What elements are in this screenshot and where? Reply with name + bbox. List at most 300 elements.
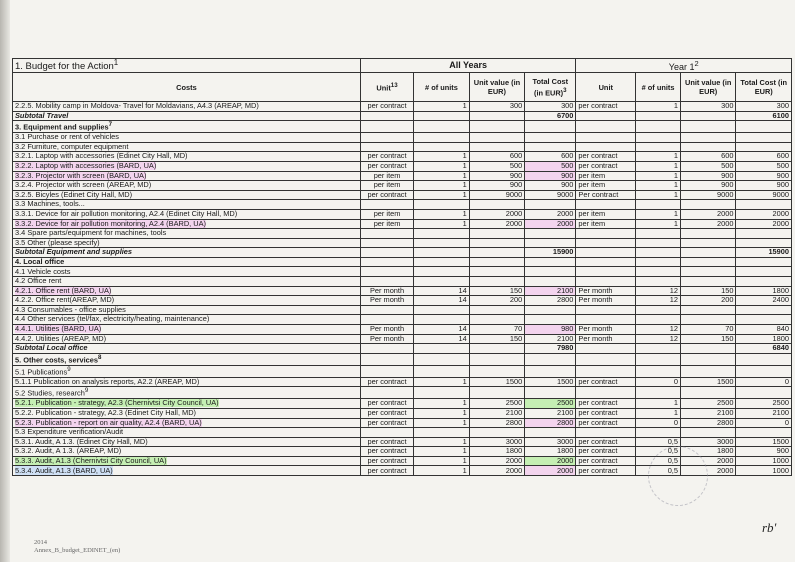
cell-uv: 2000: [469, 219, 524, 229]
row-label: 3.5 Other (please specify): [15, 238, 100, 247]
cell-label: [13, 418, 361, 428]
row-label: Subtotal Travel: [15, 111, 69, 120]
cell-uv1: 200: [680, 296, 735, 306]
cell-tc1: [736, 387, 792, 399]
cell-n: [414, 365, 469, 377]
row-label: 5.2.2. Publication - strategy, A2.3 (Edinet City Hall, MD): [15, 408, 197, 417]
cell-n1: [636, 428, 681, 438]
cell-unit1: Per contract: [576, 190, 636, 200]
budget-row: [13, 315, 792, 325]
cell-uv: [469, 229, 524, 239]
cell-tc1: [736, 238, 792, 248]
cell-label: [13, 133, 361, 143]
cell-unit: per contract: [360, 399, 413, 409]
row-footnote: 9: [67, 365, 71, 373]
cell-unit1: per contract: [576, 408, 636, 418]
cell-unit: [360, 229, 413, 239]
cell-tc: 2000: [525, 456, 576, 466]
cell-unit: per contract: [360, 161, 413, 171]
cell-n1: [636, 257, 681, 267]
cell-unit: [360, 111, 413, 121]
budget-row: [13, 219, 792, 229]
cell-uv: [469, 387, 524, 399]
unit-y1-header: Unit: [576, 73, 636, 102]
cell-uv1: 3000: [680, 437, 735, 447]
cell-uv1: 900: [680, 171, 735, 181]
cell-unit: [360, 305, 413, 315]
budget-title-cell: [13, 59, 361, 73]
row-label: 4.4.2. Utilities (AREAP, MD): [15, 334, 107, 343]
cell-n: 1: [414, 418, 469, 428]
cell-tc1: 600: [736, 152, 792, 162]
cell-uv: [469, 257, 524, 267]
cell-tc: [525, 387, 576, 399]
row-label: 3.2.5. Bicyles (Edinet City Hall, MD): [15, 190, 133, 199]
cell-n1: 1: [636, 190, 681, 200]
row-label: 4.4 Other services (tel/fax, electricity/heating, maintenance): [15, 314, 210, 324]
cell-n1: 1: [636, 161, 681, 171]
cell-label: [13, 437, 361, 447]
cell-tc: 1800: [525, 447, 576, 457]
cell-uv1: 2000: [680, 219, 735, 229]
cell-n: 14: [414, 325, 469, 335]
cell-uv1: [680, 277, 735, 287]
cell-unit1: per contract: [576, 102, 636, 112]
budget-row: [13, 296, 792, 306]
cell-tc1: 0: [736, 418, 792, 428]
row-label: 3.2.4. Projector with screen (AREAP, MD): [15, 180, 152, 190]
cell-n1: [636, 305, 681, 315]
cell-label: [13, 408, 361, 418]
cell-n1: [636, 229, 681, 239]
cell-unit1: per contract: [576, 161, 636, 171]
cell-uv1: 900: [680, 181, 735, 191]
footer: [34, 539, 120, 555]
cell-n: [414, 344, 469, 354]
total-cost-y1-header: Total Cost (in EUR): [736, 73, 792, 102]
cell-unit1: Per month: [576, 325, 636, 335]
cell-uv1: 2000: [680, 456, 735, 466]
cell-unit: [360, 365, 413, 377]
row-label: 3.3 Machines, tools...: [15, 199, 85, 209]
cell-uv: 600: [469, 152, 524, 162]
cell-n: 1: [414, 219, 469, 229]
cell-tc1: [736, 200, 792, 210]
cell-n1: 0,5: [636, 456, 681, 466]
cell-tc1: 1800: [736, 286, 792, 296]
cell-uv1: [680, 248, 735, 258]
budget-row: [13, 418, 792, 428]
cell-n: 1: [414, 437, 469, 447]
all-years-header: All Years: [360, 59, 576, 73]
budget-row: [13, 133, 792, 143]
cell-label: [13, 286, 361, 296]
row-footnote: 7: [108, 121, 113, 129]
budget-table: [12, 58, 792, 476]
row-label: 5.1.1 Publication on analysis reports, A2.2 (AREAP, MD): [15, 377, 200, 386]
costs-header: Costs: [13, 73, 361, 102]
row-label: Subtotal Equipment and supplies: [15, 247, 133, 257]
cell-unit1: Per month: [576, 296, 636, 306]
cell-n1: [636, 248, 681, 258]
cell-label: [13, 277, 361, 287]
cell-uv: 200: [469, 296, 524, 306]
cell-uv1: [680, 305, 735, 315]
cell-label: [13, 456, 361, 466]
cell-tc: 900: [525, 171, 576, 181]
cell-n: [414, 257, 469, 267]
cell-unit1: per contract: [576, 399, 636, 409]
total-cost-header-cell: [525, 73, 576, 102]
cell-n: [414, 305, 469, 315]
cell-tc1: 500: [736, 161, 792, 171]
cell-tc: [525, 257, 576, 267]
cell-unit: [360, 133, 413, 143]
title-row: [13, 59, 792, 73]
cell-uv1: 1800: [680, 447, 735, 457]
budget-row: [13, 190, 792, 200]
cell-n: [414, 229, 469, 239]
cell-n: 1: [414, 456, 469, 466]
cell-n: [414, 353, 469, 365]
cell-tc: 2100: [525, 286, 576, 296]
unit-footnote: 13: [390, 82, 398, 90]
cell-tc: [525, 121, 576, 133]
scanned-page-edge: [0, 0, 10, 562]
cell-tc1: [736, 428, 792, 438]
cell-unit: [360, 344, 413, 354]
budget-sheet: [12, 58, 792, 476]
cell-n: [414, 200, 469, 210]
budget-row: [13, 387, 792, 399]
cell-unit: Per month: [360, 296, 413, 306]
cell-uv1: 150: [680, 334, 735, 344]
row-label: 3.2.1. Laptop with accessories (Edinet City Hall, MD): [15, 151, 188, 161]
cell-label: [13, 344, 361, 354]
cell-tc1: [736, 257, 792, 267]
cell-n: [414, 121, 469, 133]
cell-label: [13, 152, 361, 162]
cell-tc: [525, 133, 576, 143]
cell-n1: 1: [636, 171, 681, 181]
cell-tc1: 1800: [736, 334, 792, 344]
column-header-row: [13, 73, 792, 102]
cell-tc: 2100: [525, 334, 576, 344]
cell-label: [13, 305, 361, 315]
cell-unit1: per contract: [576, 456, 636, 466]
cell-tc1: 300: [736, 102, 792, 112]
cell-uv1: [680, 142, 735, 152]
cell-unit1: Per month: [576, 334, 636, 344]
cell-tc1: 1000: [736, 456, 792, 466]
cell-uv1: [680, 267, 735, 277]
cell-tc1: 2500: [736, 399, 792, 409]
cell-tc: [525, 365, 576, 377]
budget-row: [13, 428, 792, 438]
row-label: 4.2.1. Office rent (BARD, UA): [15, 286, 112, 295]
cell-unit: per contract: [360, 447, 413, 457]
cell-n: 1: [414, 171, 469, 181]
cell-uv1: 2000: [680, 209, 735, 219]
cell-tc1: 6840: [736, 344, 792, 354]
cell-uv1: [680, 353, 735, 365]
row-label: 3.2.2. Laptop with accessories (BARD, UA): [15, 161, 157, 170]
cell-unit: Per month: [360, 334, 413, 344]
cell-n1: 0,5: [636, 437, 681, 447]
num-units-header: # of units: [414, 73, 469, 102]
cell-uv: 300: [469, 102, 524, 112]
cell-tc: 600: [525, 152, 576, 162]
cell-n1: 12: [636, 325, 681, 335]
cell-n: [414, 277, 469, 287]
cell-tc1: 15900: [736, 248, 792, 258]
row-label: 4.4.1. Utilities (BARD, UA): [15, 324, 102, 334]
budget-row: [13, 377, 792, 387]
budget-title: 1. Budget for the Action: [15, 61, 114, 73]
cell-uv1: [680, 133, 735, 143]
cell-uv: 900: [469, 171, 524, 181]
cell-unit1: per item: [576, 219, 636, 229]
cell-uv: 2000: [469, 466, 524, 476]
cell-unit1: [576, 267, 636, 277]
cell-unit1: [576, 315, 636, 325]
budget-row: [13, 408, 792, 418]
footer-filename: Annex_B_budget_EDINET_(en): [34, 547, 121, 554]
cell-uv1: 600: [680, 152, 735, 162]
cell-label: [13, 377, 361, 387]
cell-uv: [469, 353, 524, 365]
cell-tc: 500: [525, 161, 576, 171]
cell-n: [414, 248, 469, 258]
cell-unit1: [576, 200, 636, 210]
budget-row: [13, 334, 792, 344]
cell-unit1: [576, 111, 636, 121]
cell-uv: 1800: [469, 447, 524, 457]
cell-n: [414, 267, 469, 277]
row-footnote: 8: [98, 353, 102, 361]
cell-tc: 2100: [525, 408, 576, 418]
cell-n1: 1: [636, 408, 681, 418]
cell-uv: 1500: [469, 377, 524, 387]
cell-uv1: [680, 111, 735, 121]
cell-unit: per contract: [360, 418, 413, 428]
budget-row: [13, 161, 792, 171]
cell-unit: per contract: [360, 152, 413, 162]
cell-tc1: [736, 277, 792, 287]
subtotal-row: [13, 248, 792, 258]
cell-tc1: 900: [736, 171, 792, 181]
cell-unit: [360, 238, 413, 248]
cell-unit: [360, 315, 413, 325]
cell-uv1: 500: [680, 161, 735, 171]
cell-n: [414, 133, 469, 143]
cell-uv: 150: [469, 286, 524, 296]
cell-label: [13, 267, 361, 277]
cell-uv1: [680, 315, 735, 325]
cell-n1: [636, 111, 681, 121]
cell-n1: 1: [636, 219, 681, 229]
row-label: 5.3 Expenditure verification/Audit: [15, 427, 124, 437]
cell-unit: per item: [360, 171, 413, 181]
cell-n1: [636, 353, 681, 365]
cell-tc: 7980: [525, 344, 576, 354]
cell-unit: per contract: [360, 437, 413, 447]
cell-n1: [636, 200, 681, 210]
row-label: 4.3 Consumables - office supplies: [15, 305, 126, 314]
cell-tc1: [736, 267, 792, 277]
cell-uv1: [680, 365, 735, 377]
row-label: 3.2.3. Projector with screen (BARD, UA): [15, 171, 147, 180]
cell-tc: [525, 315, 576, 325]
title-footnote: 1: [113, 58, 119, 68]
cell-unit1: per item: [576, 171, 636, 181]
cell-uv: [469, 277, 524, 287]
budget-row: [13, 229, 792, 239]
cell-label: [13, 334, 361, 344]
cell-uv: [469, 200, 524, 210]
budget-body: [13, 102, 792, 476]
cell-tc1: 2100: [736, 408, 792, 418]
cell-unit1: [576, 238, 636, 248]
cell-label: [13, 171, 361, 181]
cell-label: [13, 365, 361, 377]
cell-n: 1: [414, 181, 469, 191]
cell-tc: 3000: [525, 437, 576, 447]
cell-n: [414, 387, 469, 399]
cell-uv1: [680, 257, 735, 267]
budget-row: [13, 200, 792, 210]
cell-unit: [360, 248, 413, 258]
cell-unit1: [576, 305, 636, 315]
cell-uv: [469, 238, 524, 248]
cell-uv1: 1500: [680, 377, 735, 387]
budget-row: [13, 209, 792, 219]
cell-n: 1: [414, 466, 469, 476]
cell-label: [13, 387, 361, 399]
cell-unit1: per contract: [576, 377, 636, 387]
cell-tc: 900: [525, 181, 576, 191]
section-row: [13, 121, 792, 133]
unit-value-y1-header: Unit value (in EUR): [680, 73, 735, 102]
cell-tc1: 2000: [736, 219, 792, 229]
cell-n: 1: [414, 152, 469, 162]
cell-n: [414, 111, 469, 121]
cell-tc1: 6100: [736, 111, 792, 121]
cell-uv: 500: [469, 161, 524, 171]
cell-n1: 1: [636, 181, 681, 191]
unit-header-cell: [360, 73, 413, 102]
cell-unit: per contract: [360, 190, 413, 200]
cell-unit1: [576, 133, 636, 143]
cell-uv: [469, 248, 524, 258]
row-label: 2.2.5. Mobility camp in Moldova- Travel for Moldavians, A4.3 (AREAP, MD): [15, 101, 259, 111]
cell-tc: 2800: [525, 418, 576, 428]
cell-unit1: [576, 142, 636, 152]
cell-n1: 1: [636, 102, 681, 112]
cell-n1: 0: [636, 377, 681, 387]
budget-row: [13, 325, 792, 335]
cell-unit1: Per month: [576, 286, 636, 296]
cell-tc1: [736, 121, 792, 133]
cell-uv: 9000: [469, 190, 524, 200]
cell-tc: [525, 200, 576, 210]
year1-header: Year 1: [668, 61, 695, 72]
cell-label: [13, 161, 361, 171]
budget-row: [13, 152, 792, 162]
cell-tc: 2000: [525, 466, 576, 476]
cell-label: [13, 200, 361, 210]
cell-unit: [360, 200, 413, 210]
cell-tc: [525, 229, 576, 239]
cell-label: [13, 428, 361, 438]
total-cost-footnote: 3: [563, 86, 567, 94]
cell-unit: [360, 353, 413, 365]
handwritten-signature: rb': [762, 520, 777, 535]
budget-row: [13, 171, 792, 181]
cell-uv1: 150: [680, 286, 735, 296]
cell-uv: 900: [469, 181, 524, 191]
cell-n1: 1: [636, 399, 681, 409]
cell-label: [13, 111, 361, 121]
cell-n1: [636, 121, 681, 133]
cell-uv1: 300: [680, 102, 735, 112]
row-label: 5. Other costs, services: [15, 355, 98, 365]
cell-tc: 300: [525, 102, 576, 112]
row-label: Subtotal Local office: [15, 343, 88, 353]
cell-tc: [525, 277, 576, 287]
cell-n1: [636, 365, 681, 377]
cell-n: 1: [414, 399, 469, 409]
cell-unit: per contract: [360, 102, 413, 112]
cell-n: 1: [414, 161, 469, 171]
num-units-y1-header: # of units: [636, 73, 681, 102]
cell-n1: [636, 238, 681, 248]
cell-unit: per contract: [360, 466, 413, 476]
cell-label: [13, 238, 361, 248]
official-stamp: [648, 446, 708, 506]
budget-row: [13, 267, 792, 277]
cell-tc: 2000: [525, 209, 576, 219]
cell-unit: [360, 121, 413, 133]
cell-tc: 980: [525, 325, 576, 335]
cell-unit1: [576, 229, 636, 239]
cell-n: [414, 428, 469, 438]
cell-n1: 1: [636, 209, 681, 219]
row-label: 4.1 Vehicle costs: [15, 266, 71, 276]
cell-uv: [469, 315, 524, 325]
cell-uv: 2500: [469, 399, 524, 409]
cell-tc1: [736, 142, 792, 152]
budget-row: [13, 277, 792, 287]
cell-unit1: per contract: [576, 152, 636, 162]
cell-n1: 0: [636, 418, 681, 428]
cell-tc: 2500: [525, 399, 576, 409]
cell-n1: 0,5: [636, 447, 681, 457]
budget-row: [13, 142, 792, 152]
cell-uv: 3000: [469, 437, 524, 447]
cell-unit1: per contract: [576, 466, 636, 476]
cell-unit: per contract: [360, 377, 413, 387]
cell-label: [13, 190, 361, 200]
cell-tc1: 900: [736, 181, 792, 191]
cell-uv1: [680, 238, 735, 248]
cell-n: 1: [414, 377, 469, 387]
cell-label: [13, 353, 361, 365]
budget-row: [13, 102, 792, 112]
cell-tc: [525, 305, 576, 315]
cell-n1: [636, 133, 681, 143]
cell-unit: per contract: [360, 456, 413, 466]
